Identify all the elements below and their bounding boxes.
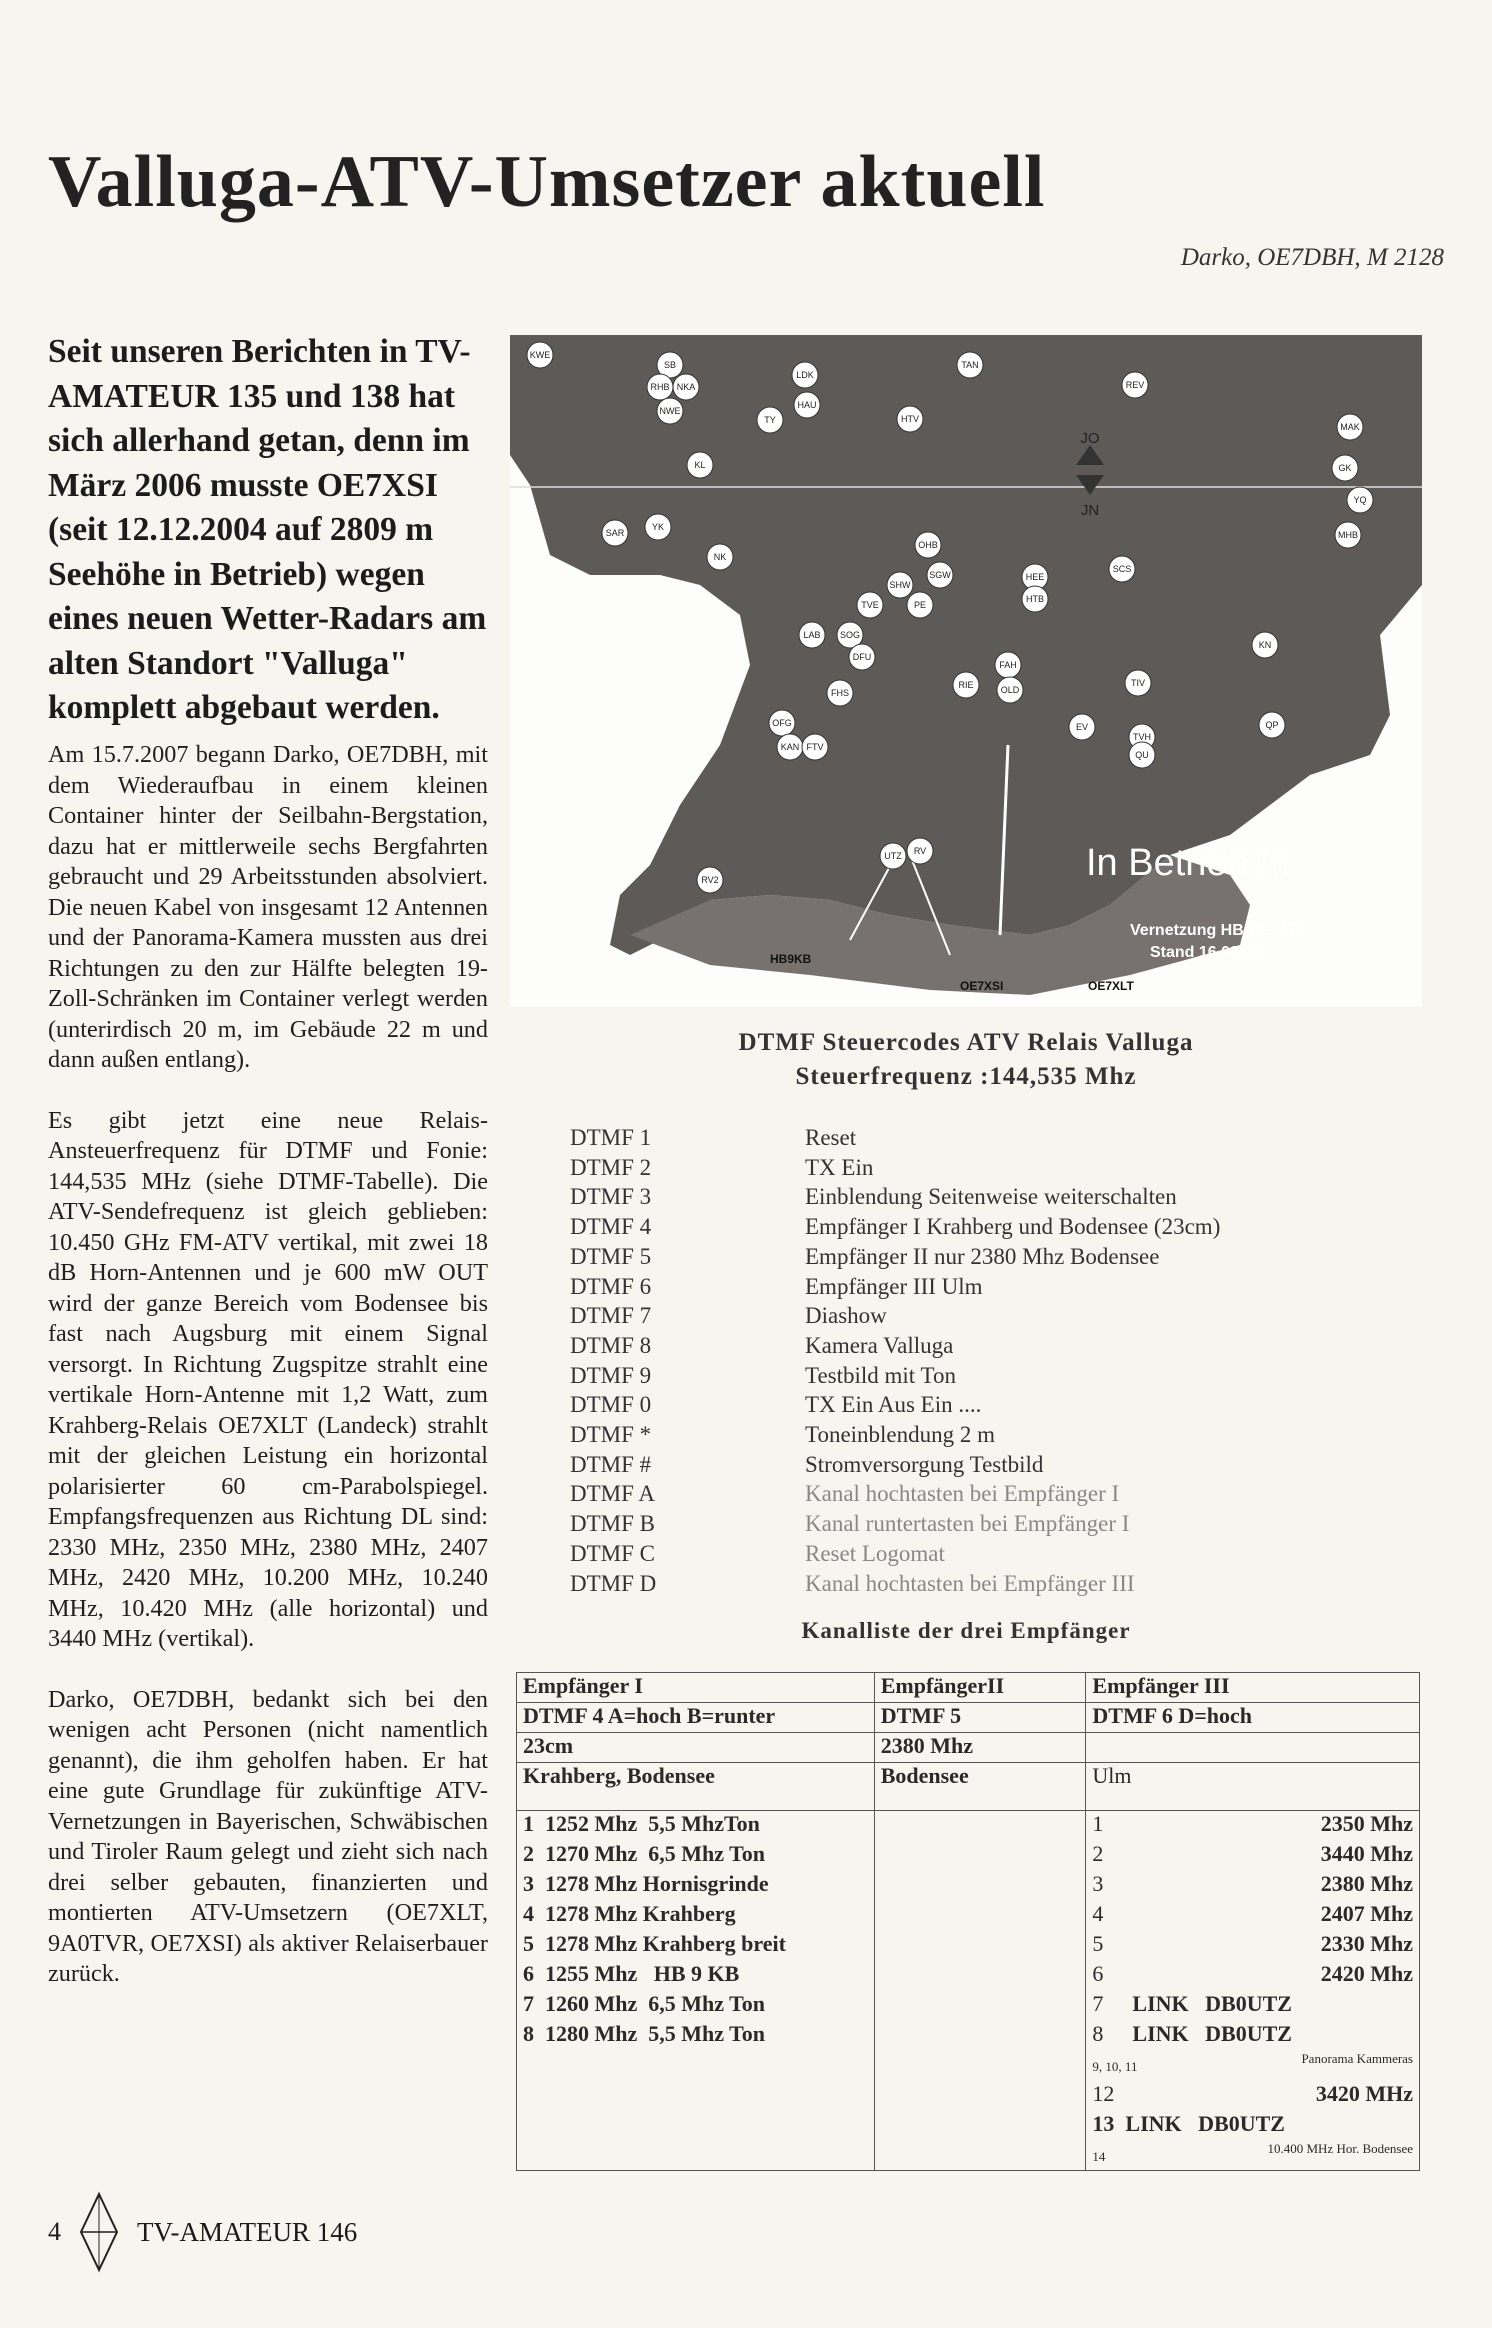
channel-frequency: 3440 Mhz: [1320, 1840, 1413, 1866]
table-row: [517, 1931, 1420, 1961]
body-paragraph: Es gibt jetzt eine neue Relais-Ansteuerfrequenz für DTMF und Fonie: 144,535 MHz (siehe DTMF-Tabelle). Die ATV-Sendefrequenz ist gleich geblieben: 10.450 GHz FM-ATV vertikal, mit zwei 18 dB Horn-Antennen und je 600 mW OUT wird der ganze Bereich vom Bodensee bis fast nach Augsburg mit einem Signal versorgt. In Richtung Zugspitze strahlt eine vertikale Horn-Antenne mit 1,2 Watt, zum Krahberg-Relais OE7XLT (Landeck) strahlt mit der gleichen Leistung ein horizontal polarisierter 60 cm-Parabolspiegel. Empfangsfrequenzen aus Richtung DL sind: 2330 MHz, 2350 MHz, 2380 MHz, 2407 MHz, 2420 MHz, 10.200 MHz, 10.240 MHz, 10.420 MHz (alle horizontal) und 3440 MHz (vertikal).: [48, 1106, 488, 1652]
table-cell: 4 1278 Mhz Krahberg: [517, 1901, 875, 1931]
station-label: SGW: [929, 570, 951, 580]
station-label: SHW: [889, 580, 911, 590]
dtmf-code: DTMF C: [570, 1540, 655, 1566]
table-cell: 3 1278 Mhz Hornisgrinde: [517, 1871, 875, 1901]
station-label: OHB: [918, 540, 938, 550]
table-header-cell: Empfänger I: [517, 1673, 875, 1703]
dtmf-code: DTMF #: [570, 1451, 652, 1477]
dtmf-row: [570, 1242, 1370, 1272]
dtmf-row: [570, 1272, 1370, 1302]
dtmf-description: TX Ein: [805, 1154, 874, 1180]
dtmf-row: [570, 1212, 1370, 1242]
table-cell: [874, 1811, 1086, 1841]
station-label: QU: [1135, 750, 1149, 760]
table-cell: 2380 Mhz: [874, 1733, 1086, 1763]
channel-number: 9, 10, 11: [1092, 2058, 1138, 2074]
table-cell: [517, 2111, 875, 2141]
dtmf-heading: [510, 1026, 1422, 1094]
table-cell: [517, 2051, 875, 2081]
table-row: [517, 2021, 1420, 2051]
table-row: [517, 1811, 1420, 1841]
table-cell: [874, 2021, 1086, 2051]
station-label: EV: [1075, 722, 1089, 732]
dtmf-code: DTMF 9: [570, 1362, 652, 1388]
station-label: UTZ: [884, 851, 902, 861]
table-cell: [517, 2141, 875, 2171]
table-row: [517, 1871, 1420, 1901]
table-cell: 1 1252 Mhz 5,5 MhzTon: [517, 1811, 875, 1841]
channel-frequency: 2380 Mhz: [1320, 1870, 1413, 1896]
dtmf-code: DTMF 5: [570, 1243, 652, 1269]
dtmf-code-list: [570, 1123, 1370, 1598]
table-cell: DTMF 6 D=hoch: [1086, 1703, 1420, 1733]
table-cell: [1086, 2141, 1420, 2171]
dtmf-description: Empfänger I Krahberg und Bodensee (23cm): [805, 1214, 1221, 1240]
label-oe7xsi: OE7XSI: [960, 979, 1004, 993]
label-hb9kb: HB9KB: [770, 952, 812, 966]
table-cell: 7 1260 Mhz 6,5 Mhz Ton: [517, 1991, 875, 2021]
dtmf-code: DTMF D: [570, 1570, 657, 1596]
dtmf-description: Toneinblendung 2 m: [805, 1422, 996, 1448]
dtmf-row: [570, 1331, 1370, 1361]
table-cell: [874, 2141, 1086, 2171]
station-label: LDK: [796, 370, 814, 380]
table-cell: [874, 2111, 1086, 2141]
station-label: DFU: [852, 652, 872, 662]
magazine-name: TV-AMATEUR 146: [137, 2216, 358, 2247]
station-label: SAR: [605, 528, 625, 538]
table-cell: Bodensee: [874, 1763, 1086, 1811]
station-label: RHB: [650, 382, 670, 392]
channel-number: 8: [1092, 2020, 1104, 2046]
grid-label-north: JO: [1080, 430, 1100, 447]
table-cell: [874, 1841, 1086, 1871]
dtmf-description: Kanal hochtasten bei Empfänger III: [805, 1570, 1135, 1596]
table-cell: [1086, 1841, 1420, 1871]
dtmf-code: DTMF B: [570, 1511, 655, 1537]
table-cell: [874, 2051, 1086, 2081]
stand-caption: Stand 16.08.07: [1150, 944, 1262, 961]
dtmf-description: Testbild mit Ton: [805, 1362, 956, 1388]
station-label: TVH: [1133, 732, 1151, 742]
dtmf-description: Empfänger III Ulm: [805, 1273, 983, 1299]
table-row: [517, 1991, 1420, 2021]
dtmf-code: DTMF 7: [570, 1303, 652, 1329]
station-label: HEE: [1025, 572, 1045, 582]
channel-frequency: 10.400 MHz Hor. Bodensee: [1267, 2140, 1413, 2156]
table-cell: [874, 1991, 1086, 2021]
dtmf-description: Reset: [805, 1125, 857, 1150]
dtmf-description: Empfänger II nur 2380 Mhz Bodensee: [805, 1243, 1160, 1269]
dtmf-row: [570, 1301, 1370, 1331]
dtmf-row: [570, 1153, 1370, 1183]
station-label: MAK: [1340, 422, 1360, 432]
table-row: [517, 2141, 1420, 2171]
table-cell: [517, 2081, 875, 2111]
dtmf-code: DTMF A: [570, 1481, 655, 1507]
dtmf-row: [570, 1390, 1370, 1420]
agaf-logo-icon: [79, 2190, 119, 2274]
station-label: KAN: [780, 742, 800, 752]
dtmf-row: [570, 1361, 1370, 1391]
kanalliste-title: Kanalliste der drei Empfänger: [801, 1618, 1131, 1643]
dtmf-code: DTMF 3: [570, 1184, 652, 1210]
table-cell: [874, 1871, 1086, 1901]
channel-number: 2: [1092, 1840, 1104, 1866]
dtmf-code: DTMF 1: [570, 1125, 652, 1150]
dtmf-description: Stromversorgung Testbild: [805, 1451, 1044, 1477]
table-row: [517, 1901, 1420, 1931]
station-label: PE: [913, 600, 927, 610]
station-label: QP: [1265, 720, 1279, 730]
station-label: HTB: [1026, 594, 1044, 604]
station-label: HTV: [901, 414, 919, 424]
dtmf-description: Kamera Valluga: [805, 1332, 954, 1358]
station-label: OLD: [1000, 685, 1020, 695]
station-label: GK: [1338, 463, 1352, 473]
dtmf-title: DTMF Steuercodes ATV Relais Valluga: [738, 1029, 1194, 1056]
dtmf-code: DTMF *: [570, 1422, 652, 1448]
table-cell: Ulm: [1086, 1763, 1420, 1811]
station-label: TY: [764, 415, 776, 425]
dtmf-description: Einblendung Seitenweise weiterschalten: [805, 1184, 1177, 1210]
table-cell: [1086, 1901, 1420, 1931]
dtmf-code: DTMF 2: [570, 1154, 652, 1180]
table-header-cell: Empfänger III: [1086, 1673, 1420, 1703]
channel-number: 7: [1092, 1990, 1104, 2016]
table-row: [517, 2111, 1420, 2141]
in-betrieb-banner: In Betrieb !!!: [1086, 842, 1291, 884]
station-label: YQ: [1353, 495, 1367, 505]
table-cell: [1086, 2111, 1420, 2141]
table-cell: 6 1255 Mhz HB 9 KB: [517, 1961, 875, 1991]
station-label: YK: [651, 522, 665, 532]
channel-number: 14: [1092, 2148, 1106, 2164]
station-label: HAU: [797, 400, 817, 410]
dtmf-row: [570, 1569, 1370, 1599]
table-cell: [1086, 1811, 1420, 1841]
station-label: TVE: [861, 600, 879, 610]
station-label: MHB: [1338, 530, 1358, 540]
station-label: KL: [694, 460, 706, 470]
station-label: REV: [1125, 380, 1145, 390]
network-caption: Vernetzung HB-DL-OE: [1130, 922, 1299, 939]
table-cell: [1086, 1871, 1420, 1901]
station-label: KN: [1258, 640, 1272, 650]
channel-number: 5: [1092, 1930, 1104, 1956]
table-cell: Krahberg, Bodensee: [517, 1763, 875, 1811]
page-number: 4: [48, 2217, 61, 2246]
station-label: FTV: [806, 742, 824, 752]
dtmf-row: [570, 1420, 1370, 1450]
table-cell: [1086, 2081, 1420, 2111]
lead-paragraph: Seit unseren Berichten in TV-AMATEUR 135 und 138 hat sich allerhand getan, denn im März 2006 musste OE7XSI (seit 12.12.2004 auf 2809 m Seehöhe in Betrieb) wegen eines neuen Wetter-Radars am alten Standort "Valluga" komplett abgebaut werden.: [48, 333, 487, 726]
station-label: OFG: [772, 718, 792, 728]
channel-number: 3: [1092, 1870, 1104, 1896]
channel-frequency: 2420 Mhz: [1320, 1960, 1413, 1986]
channel-frequency: 2350 Mhz: [1320, 1811, 1413, 1836]
table-cell: [1086, 1733, 1420, 1763]
dtmf-subtitle: Steuerfrequenz :144,535 Mhz: [795, 1063, 1137, 1090]
dtmf-code: DTMF 4: [570, 1214, 652, 1240]
body-paragraph: Darko, OE7DBH, bedankt sich bei den wenigen acht Personen (nicht namentlich genannt), die ihm geholfen haben. Er hat eine gute Grundlage für zukünftige ATV-Vernetzungen in Bayerischen, Schwäbischen und Tiroler Raum gelegt und zieht sich nach drei selber gebauten, finanzierten und montierten ATV-Umsetzern (OE7XLT, 9A0TVR, OE7XSI) als aktiver Relaiserbauer zurück.: [48, 1685, 488, 1987]
dtmf-description: TX Ein Aus Ein ....: [805, 1392, 982, 1418]
table-cell: 23cm: [517, 1733, 875, 1763]
dtmf-row: [570, 1539, 1370, 1569]
table-cell: [1086, 1991, 1420, 2021]
channel-frequency: 2407 Mhz: [1320, 1900, 1413, 1926]
channel-number: 13 LINK DB0UTZ: [1092, 2110, 1285, 2136]
channel-number: 12: [1092, 2080, 1115, 2106]
dtmf-description: Kanal hochtasten bei Empfänger I: [805, 1481, 1120, 1507]
channel-frequency: 2330 Mhz: [1320, 1930, 1413, 1956]
table-row: [517, 2081, 1420, 2111]
channel-frequency: 3420 MHz: [1315, 2080, 1413, 2106]
station-label: NKA: [676, 382, 696, 392]
page-footer: [48, 2190, 357, 2274]
table-cell: 2 1270 Mhz 6,5 Mhz Ton: [517, 1841, 875, 1871]
author-byline: Darko, OE7DBH, M 2128: [1180, 244, 1444, 271]
article-title: Valluga-ATV-Umsetzer aktuell: [48, 141, 1046, 223]
table-cell: [1086, 1961, 1420, 1991]
dtmf-row: [570, 1182, 1370, 1212]
table-cell: [1086, 2051, 1420, 2081]
station-label: FAH: [999, 660, 1017, 670]
grid-label-south: JN: [1080, 502, 1100, 519]
station-label: FHS: [831, 688, 849, 698]
station-label: TIV: [1130, 678, 1146, 688]
table-cell: DTMF 4 A=hoch B=runter: [517, 1703, 875, 1733]
station-label: NWE: [659, 406, 681, 416]
dtmf-row: [570, 1450, 1370, 1480]
channel-number: 1: [1092, 1811, 1104, 1836]
channel-number: 4: [1092, 1900, 1104, 1926]
dtmf-code: DTMF 0: [570, 1392, 652, 1418]
station-label: RV: [913, 846, 927, 856]
station-label: LAB: [803, 630, 821, 640]
table-cell: [874, 1901, 1086, 1931]
channel-frequency: Panorama Kammeras: [1301, 2050, 1413, 2066]
station-label: SB: [663, 360, 677, 370]
table-cell: [874, 2081, 1086, 2111]
dtmf-description: Reset Logomat: [805, 1540, 945, 1566]
table-cell: 8 1280 Mhz 5,5 Mhz Ton: [517, 2021, 875, 2051]
table-cell: [1086, 1931, 1420, 1961]
table-cell: DTMF 5: [874, 1703, 1086, 1733]
station-label: NK: [713, 552, 727, 562]
table-cell: 5 1278 Mhz Krahberg breit: [517, 1931, 875, 1961]
station-label: KWE: [529, 350, 551, 360]
body-column: [48, 740, 488, 2020]
label-oe7xlt: OE7XLT: [1088, 979, 1134, 993]
kanalliste-table: [516, 1672, 1420, 2171]
table-row: [517, 1961, 1420, 1991]
table-cell: [874, 1931, 1086, 1961]
station-label: SCS: [1112, 564, 1132, 574]
body-paragraph: Am 15.7.2007 begann Darko, OE7DBH, mit dem Wiederaufbau in einem kleinen Container hinter der Seilbahn-Bergstation, dazu hat er mittlerweile sechs Bergfahrten gebraucht und 29 Arbeitsstunden absolviert. Die neuen Kabel von insgesamt 12 Antennen und der Panorama-Kamera mussten aus drei Richtungen zu den zur Hälfte belegten 19-Zoll-Schränken im Container verlegt werden (unterirdisch 20 m, im Gebäude 22 m und dann außen entlang).: [48, 741, 488, 1073]
dtmf-code: DTMF 6: [570, 1273, 652, 1299]
channel-frequency: LINK DB0UTZ: [1132, 1990, 1292, 2016]
dtmf-description: Diashow: [805, 1303, 887, 1329]
dtmf-description: Kanal runtertasten bei Empfänger I: [805, 1511, 1130, 1537]
station-label: RIE: [958, 680, 974, 690]
dtmf-code: DTMF 8: [570, 1332, 652, 1358]
dtmf-row: [570, 1123, 1370, 1153]
dtmf-row: [570, 1479, 1370, 1509]
table-cell: [1086, 2021, 1420, 2051]
channel-number: 6: [1092, 1960, 1104, 1986]
table-cell: [874, 1961, 1086, 1991]
station-label: SOG: [839, 630, 861, 640]
table-header-cell: EmpfängerII: [874, 1673, 1086, 1703]
dtmf-row: [570, 1509, 1370, 1539]
table-row: [517, 1841, 1420, 1871]
table-row: [517, 2051, 1420, 2081]
channel-frequency: LINK DB0UTZ: [1132, 2020, 1292, 2046]
station-label: RV2: [701, 875, 719, 885]
relay-network-map: [510, 335, 1422, 1007]
station-label: TAN: [961, 360, 979, 370]
